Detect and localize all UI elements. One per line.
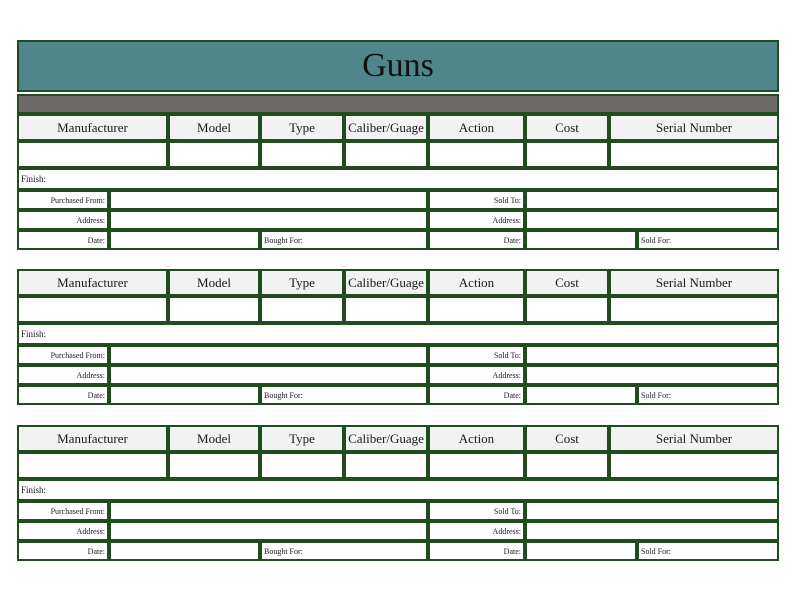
purchased-from-field[interactable] [109,190,428,210]
cost-field[interactable] [525,452,609,479]
address-label: Address: [17,210,109,230]
purchased-from-field[interactable] [109,501,428,521]
caliber-field[interactable] [344,141,428,168]
page-title: Guns [17,40,779,92]
address-left-field[interactable] [109,365,428,385]
column-header-manufacturer: Manufacturer [17,425,168,452]
model-field[interactable] [168,141,260,168]
purchased-from-label: Purchased From: [17,501,109,521]
caliber-field[interactable] [344,296,428,323]
column-header-serial-number: Serial Number [609,269,779,296]
column-header-type: Type [260,269,344,296]
column-header-manufacturer: Manufacturer [17,114,168,141]
column-header-model: Model [168,269,260,296]
gun-entry-2 [17,269,779,407]
sold-to-field[interactable] [525,345,779,365]
sold-for-field[interactable]: Sold For: [637,541,779,561]
address-left-field[interactable] [109,521,428,541]
address-right-field[interactable] [525,365,779,385]
column-header-cost: Cost [525,114,609,141]
date-left-field[interactable] [109,385,260,405]
column-header-caliber: Caliber/Guage [344,425,428,452]
cost-field[interactable] [525,296,609,323]
sold-for-field[interactable]: Sold For: [637,230,779,250]
gun-entry-3 [17,425,779,563]
address-label-right: Address: [428,210,525,230]
date-label-right: Date: [428,541,525,561]
address-left-field[interactable] [109,210,428,230]
purchased-from-label: Purchased From: [17,190,109,210]
serial-number-field[interactable] [609,296,779,323]
finish-row[interactable] [17,323,779,345]
column-header-action: Action [428,425,525,452]
column-header-action: Action [428,114,525,141]
date-right-field[interactable] [525,385,637,405]
sold-for-field[interactable]: Sold For: [637,385,779,405]
date-left-field[interactable] [109,230,260,250]
action-field[interactable] [428,141,525,168]
date-right-field[interactable] [525,541,637,561]
column-header-type: Type [260,114,344,141]
finish-label: Finish: [21,329,47,339]
column-header-serial-number: Serial Number [609,114,779,141]
type-field[interactable] [260,141,344,168]
action-field[interactable] [428,296,525,323]
column-header-cost: Cost [525,269,609,296]
purchased-from-field[interactable] [109,345,428,365]
type-field[interactable] [260,296,344,323]
gun-entry-1 [17,114,779,252]
address-label-right: Address: [428,521,525,541]
bought-for-field[interactable]: Bought For: [260,385,428,405]
serial-number-field[interactable] [609,141,779,168]
finish-label: Finish: [21,485,47,495]
purchased-from-label: Purchased From: [17,345,109,365]
type-field[interactable] [260,452,344,479]
finish-row[interactable] [17,168,779,190]
finish-row[interactable] [17,479,779,501]
column-header-cost: Cost [525,425,609,452]
column-header-model: Model [168,425,260,452]
date-left-field[interactable] [109,541,260,561]
column-header-caliber: Caliber/Guage [344,114,428,141]
model-field[interactable] [168,296,260,323]
date-label: Date: [17,541,109,561]
sold-to-field[interactable] [525,501,779,521]
column-header-model: Model [168,114,260,141]
address-label: Address: [17,521,109,541]
column-header-serial-number: Serial Number [609,425,779,452]
address-right-field[interactable] [525,210,779,230]
date-label-right: Date: [428,385,525,405]
column-header-caliber: Caliber/Guage [344,269,428,296]
column-header-action: Action [428,269,525,296]
sold-to-label-right: Sold To: [428,190,525,210]
column-header-type: Type [260,425,344,452]
manufacturer-field[interactable] [17,452,168,479]
sold-to-field[interactable] [525,190,779,210]
date-label: Date: [17,385,109,405]
bought-for-field[interactable]: Bought For: [260,541,428,561]
action-field[interactable] [428,452,525,479]
address-label-right: Address: [428,365,525,385]
date-label-right: Date: [428,230,525,250]
bought-for-field[interactable]: Bought For: [260,230,428,250]
sold-to-label-right: Sold To: [428,345,525,365]
date-label: Date: [17,230,109,250]
address-label: Address: [17,365,109,385]
manufacturer-field[interactable] [17,141,168,168]
divider-bar [17,94,779,114]
date-right-field[interactable] [525,230,637,250]
column-header-manufacturer: Manufacturer [17,269,168,296]
model-field[interactable] [168,452,260,479]
cost-field[interactable] [525,141,609,168]
sold-to-label-right: Sold To: [428,501,525,521]
caliber-field[interactable] [344,452,428,479]
address-right-field[interactable] [525,521,779,541]
finish-label: Finish: [21,174,47,184]
manufacturer-field[interactable] [17,296,168,323]
serial-number-field[interactable] [609,452,779,479]
